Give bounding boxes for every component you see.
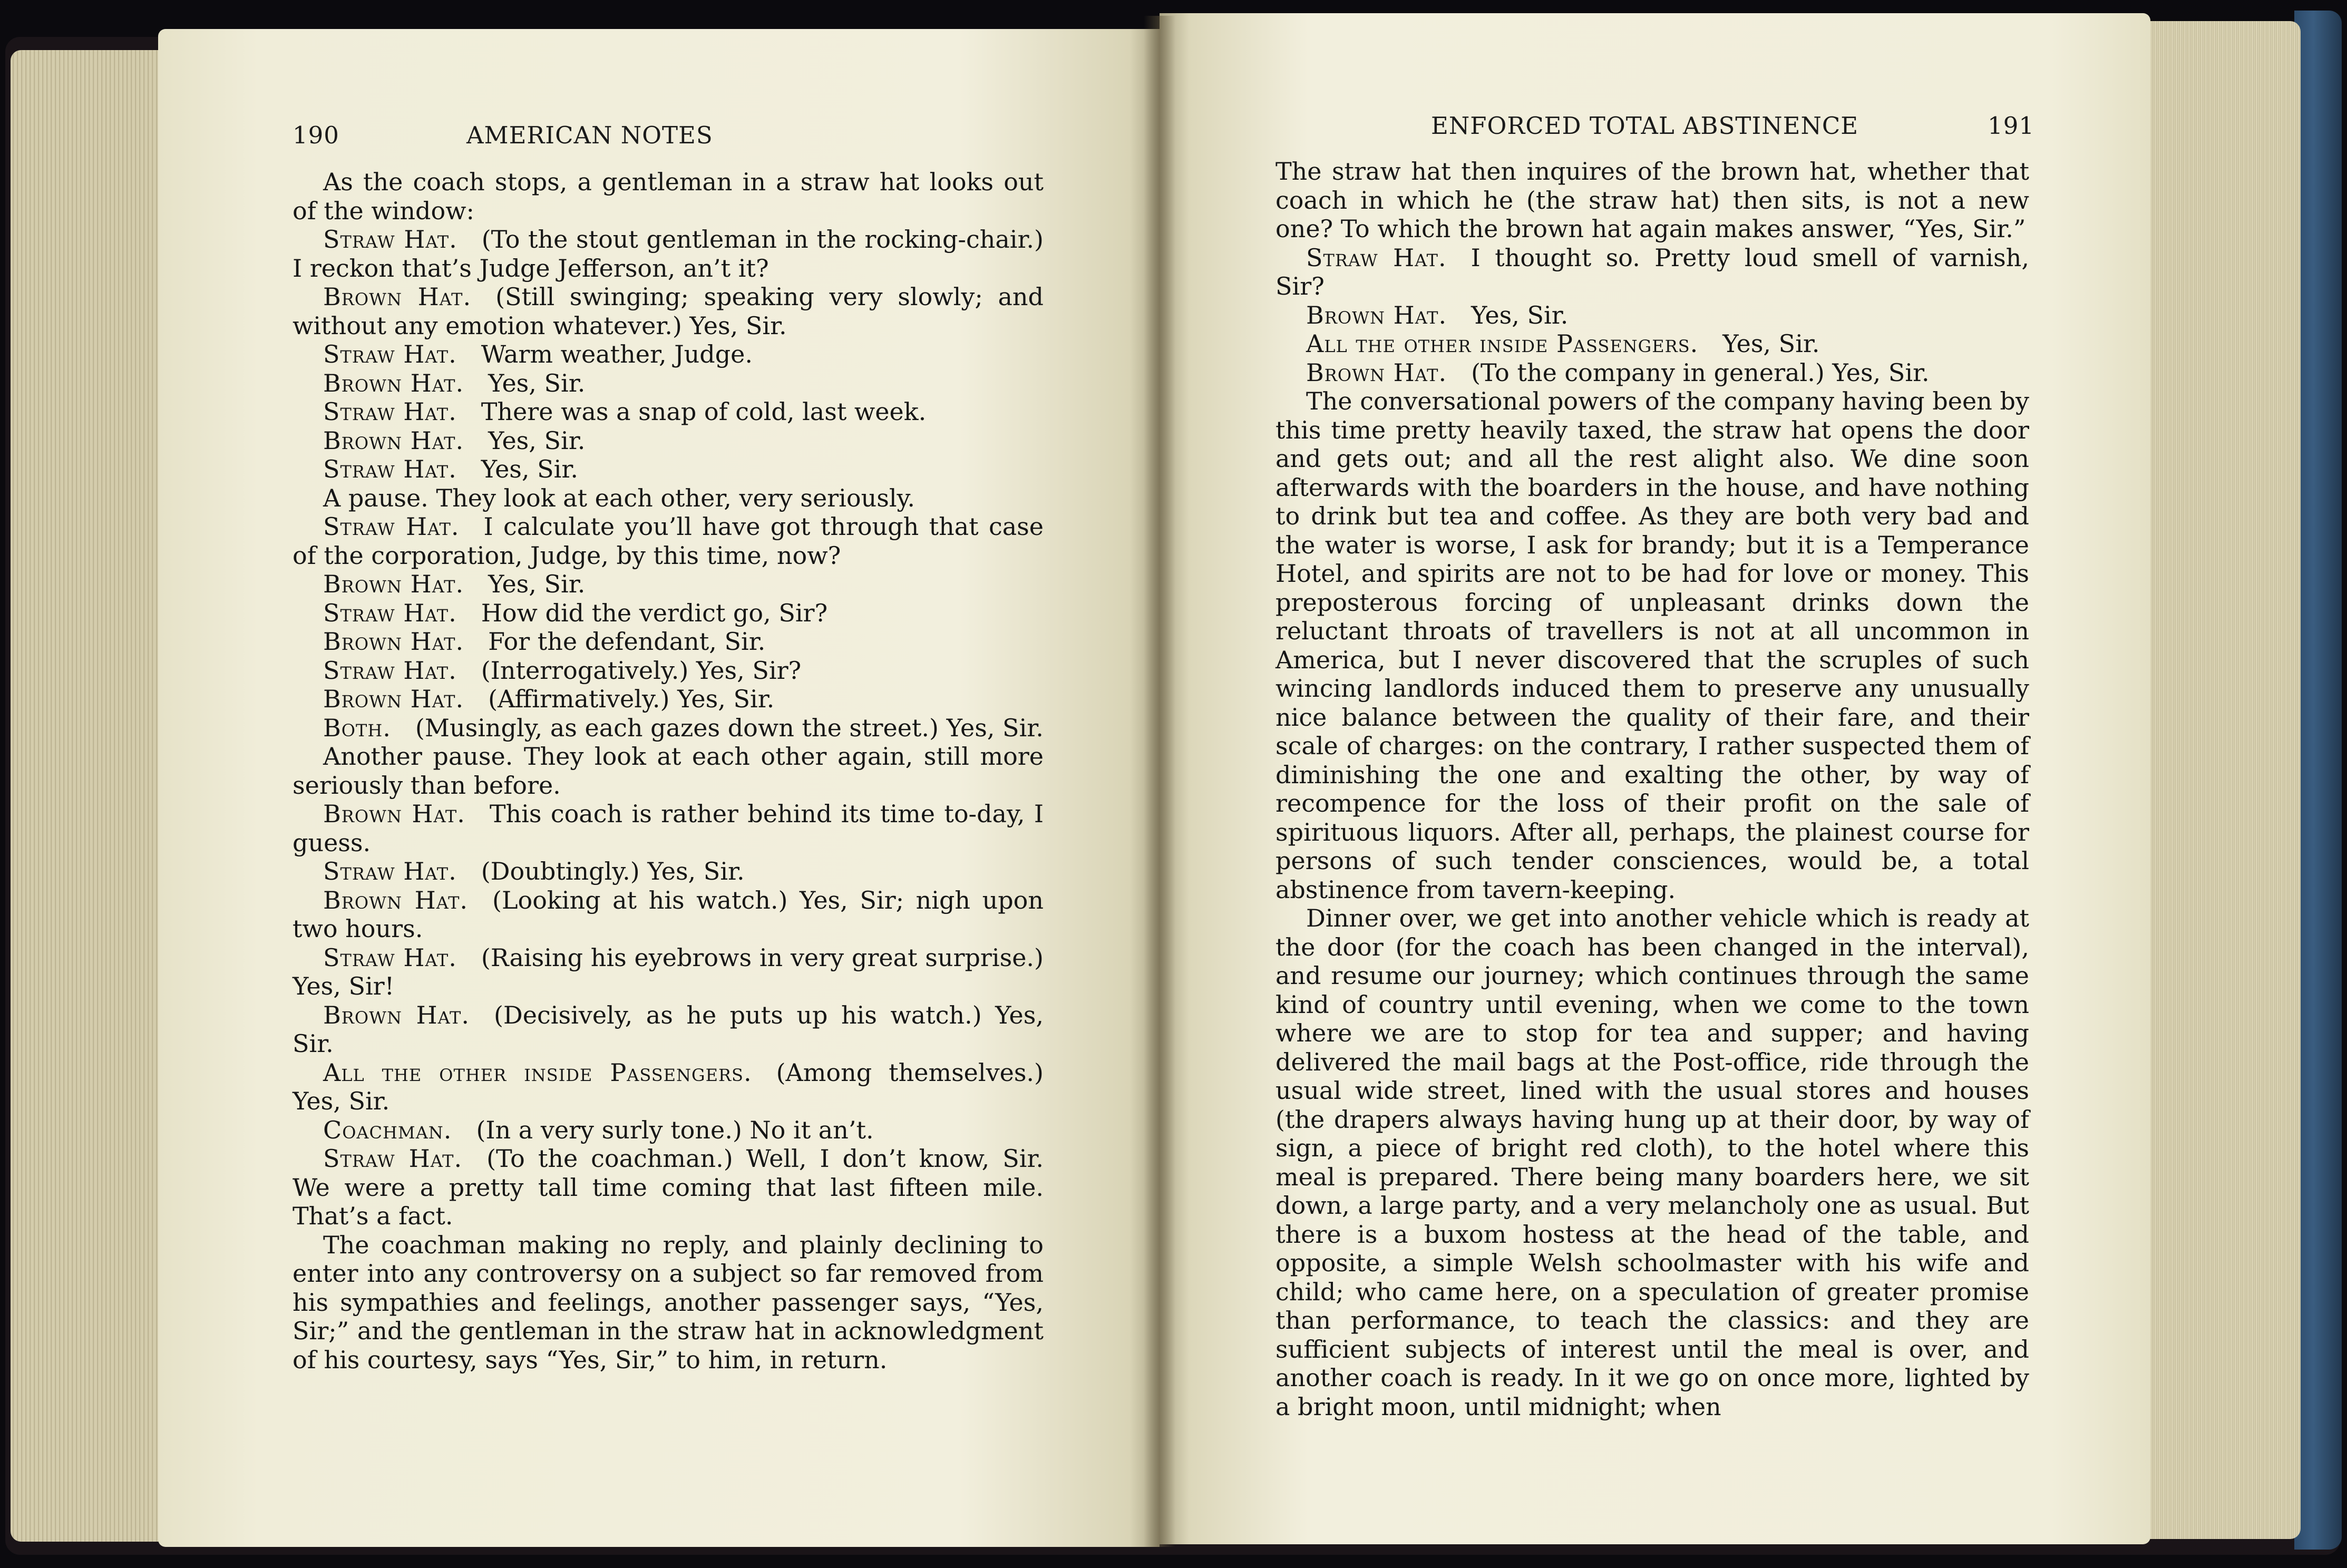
speaker-label: All the other inside Passengers. xyxy=(323,1058,752,1087)
line-text: A pause. They look at each other, very seriously. xyxy=(323,483,916,512)
paragraph xyxy=(293,742,1044,800)
dialogue-line xyxy=(293,714,1044,743)
line-text: (To the company in general.) Yes, Sir. xyxy=(1471,358,1930,387)
left-page-number: 190 xyxy=(293,121,339,149)
dialogue-line xyxy=(293,397,1044,426)
paragraph xyxy=(1275,387,2029,904)
line-text: (Interrogatively.) Yes, Sir? xyxy=(481,656,802,685)
speaker-label: Brown Hat. xyxy=(1306,358,1447,387)
speaker-label: Brown Hat. xyxy=(323,1000,470,1029)
dialogue-line xyxy=(293,340,1044,369)
speaker-label: Straw Hat. xyxy=(323,397,457,426)
line-text: (To the stout gentleman in the rocking-chair.) I reckon that’s Judge Jefferson, an’t it? xyxy=(293,225,1044,283)
dialogue-line xyxy=(293,886,1044,943)
dialogue-line xyxy=(293,685,1044,714)
line-text: For the defendant, Sir. xyxy=(488,627,766,656)
line-text: Dinner over, we get into another vehicle which is ready at the door (for the coach has been changed in the interval), and resume our journey; which continues through the same kind of country until evening, when we come to the town where we are to stop for tea and supper; and having delivered the mail bags at the Post-office, ride through the usual wide street, lined with the usual stores and houses (the drapers always having hung up at their door, by way of sign, a piece of bright red cloth), to the hotel where this meal is prepared. There being many boarders here, we sit down, a large party, and a very melancholy one as usual. But there is a buxom hostess at the head of the table, and opposite, a simple Welsh schoolmaster with his wife and child; who came here, on a speculation of greater promise than performance, to teach the classics: and they are sufficient subjects of interest until the meal is over, and another coach is ready. In it we go on once more, lighted by a bright moon, until midnight; when xyxy=(1275,904,2029,1421)
paragraph xyxy=(293,168,1044,225)
line-text: (Looking at his watch.) Yes, Sir; nigh upon two hours. xyxy=(293,885,1044,943)
line-text: Yes, Sir. xyxy=(488,570,586,598)
line-text: Yes, Sir. xyxy=(488,426,586,455)
dialogue-line xyxy=(293,800,1044,857)
page-edges-left xyxy=(11,50,169,1542)
line-text: (Decisively, as he puts up his watch.) Yes, Sir. xyxy=(293,1000,1044,1058)
dialogue-line xyxy=(1275,329,2029,358)
dialogue-line xyxy=(293,1058,1044,1116)
dialogue-line xyxy=(293,225,1044,283)
speaker-label: Straw Hat. xyxy=(323,1144,463,1173)
speaker-label: Brown Hat. xyxy=(323,800,465,828)
dialogue-line xyxy=(1275,358,2029,387)
line-text: (Doubtingly.) Yes, Sir. xyxy=(481,857,745,885)
dialogue-line xyxy=(293,570,1044,599)
line-text: This coach is rather behind its time to-day, I guess. xyxy=(293,800,1044,857)
paragraph xyxy=(293,1231,1044,1375)
line-text: Yes, Sir. xyxy=(481,455,578,483)
right-page-number: 191 xyxy=(1988,112,2034,140)
speaker-label: Straw Hat. xyxy=(1306,243,1447,272)
speaker-label: Straw Hat. xyxy=(323,225,457,254)
line-text: The conversational powers of the company having been by this time pretty heavily taxed, the straw hat opens the door and gets out; and all the rest alight also. We dine soon afterwards with the boarders in the house, and have nothing to drink but tea and coffee. As they are both very bad and the water is worse, I ask for brandy; but it is a Temperance Hotel, and spirits are not to be had for love or money. This preposterous forcing of unpleasant drinks down the reluctant throats of travellers is not at all uncommon in America, but I never discovered that the scruples of such wincing landlords induced them to preserve any unusually nice balance between the quality of their fare, and their scale of charges: on the contrary, I rather suspected them of diminishing the one and exalting the other, by way of recompence for the loss of their profit on the sale of spirituous liquors. After all, perhaps, the plainest course for persons of such tender consciences, would be, a total abstinence from tavern-keeping. xyxy=(1275,387,2029,904)
paragraph xyxy=(1275,904,2029,1421)
dialogue-line xyxy=(293,426,1044,455)
line-text: Yes, Sir. xyxy=(1722,329,1820,358)
dialogue-line xyxy=(293,1116,1044,1145)
left-page-text xyxy=(293,168,1044,1374)
line-text: (To the coachman.) Well, I don’t know, Sir. We were a pretty tall time coming that last fifteen mile. That’s a fact. xyxy=(293,1144,1044,1230)
dialogue-line xyxy=(293,857,1044,886)
line-text: As the coach stops, a gentleman in a straw hat looks out of the window: xyxy=(293,168,1044,225)
speaker-label: Brown Hat. xyxy=(323,570,464,598)
dialogue-line xyxy=(293,599,1044,628)
line-text: Yes, Sir. xyxy=(488,368,586,397)
speaker-label: Brown Hat. xyxy=(1306,300,1447,329)
paragraph xyxy=(293,484,1044,513)
speaker-label: Brown Hat. xyxy=(323,283,472,311)
speaker-label: Straw Hat. xyxy=(323,455,457,483)
line-text: Another pause. They look at each other again, still more seriously than before. xyxy=(293,742,1044,800)
line-text: (Raising his eyebrows in very great surprise.) Yes, Sir! xyxy=(293,943,1044,1000)
line-text: Warm weather, Judge. xyxy=(481,340,753,368)
line-text: (Musingly, as each gazes down the street.) Yes, Sir. xyxy=(415,713,1044,742)
dialogue-line xyxy=(293,943,1044,1001)
speaker-label: Straw Hat. xyxy=(323,656,457,685)
line-text: Yes, Sir. xyxy=(1471,300,1569,329)
dialogue-line xyxy=(293,1144,1044,1231)
line-text: (Affirmatively.) Yes, Sir. xyxy=(488,685,775,713)
dialogue-line xyxy=(1275,301,2029,330)
right-page-header xyxy=(1431,112,2034,140)
dialogue-line xyxy=(293,369,1044,398)
speaker-label: Both. xyxy=(323,713,391,742)
speaker-label: Straw Hat. xyxy=(323,943,457,972)
line-text: The straw hat then inquires of the brown hat, whether that coach in which he (the straw hat) then sits, is not a new one? To which the brown hat again makes answer, “Yes, Sir.” xyxy=(1275,157,2029,243)
line-text: There was a snap of cold, last week. xyxy=(481,397,927,426)
line-text: (Still swinging; speaking very slowly; and without any emotion whatever.) Yes, Sir. xyxy=(293,283,1044,340)
speaker-label: Brown Hat. xyxy=(323,685,464,713)
book-cover-spine xyxy=(2294,11,2342,1550)
line-text: The coachman making no reply, and plainly declining to enter into any controversy on a subject so far removed from his sympathies and feelings, another passenger says, “Yes, Sir;” and the gentleman in the straw hat in acknowledgment of his courtesy, says “Yes, Sir,” to him, in return. xyxy=(293,1230,1044,1374)
paragraph xyxy=(1275,157,2029,244)
speaker-label: Straw Hat. xyxy=(323,857,457,885)
dialogue-line xyxy=(293,455,1044,484)
speaker-label: Brown Hat. xyxy=(323,426,464,455)
dialogue-line xyxy=(293,627,1044,656)
speaker-label: Coachman. xyxy=(323,1115,452,1144)
line-text: (In a very surly tone.) No it an’t. xyxy=(476,1115,874,1144)
dialogue-line xyxy=(293,283,1044,340)
speaker-label: All the other inside Passengers. xyxy=(1306,329,1699,358)
right-page-text xyxy=(1275,157,2029,1421)
speaker-label: Straw Hat. xyxy=(323,598,457,627)
speaker-label: Brown Hat. xyxy=(323,368,464,397)
left-running-title: AMERICAN NOTES xyxy=(466,121,713,149)
line-text: (Among themselves.) Yes, Sir. xyxy=(293,1058,1044,1115)
speaker-label: Straw Hat. xyxy=(323,340,457,368)
page-edges-right xyxy=(2140,21,2301,1539)
line-text: I thought so. Pretty loud smell of varnish, Sir? xyxy=(1275,243,2029,300)
line-text: How did the verdict go, Sir? xyxy=(481,598,828,627)
speaker-label: Brown Hat. xyxy=(323,885,469,914)
speaker-label: Brown Hat. xyxy=(323,627,464,656)
dialogue-line xyxy=(293,1001,1044,1058)
line-text: I calculate you’ll have got through that case of the corporation, Judge, by this time, now? xyxy=(293,512,1044,570)
book-gutter xyxy=(1144,16,1175,1547)
right-running-title: ENFORCED TOTAL ABSTINENCE xyxy=(1431,112,1859,140)
dialogue-line xyxy=(1275,244,2029,301)
dialogue-line xyxy=(293,512,1044,570)
speaker-label: Straw Hat. xyxy=(323,512,460,541)
left-page-header xyxy=(293,121,1041,149)
dialogue-line xyxy=(293,656,1044,685)
